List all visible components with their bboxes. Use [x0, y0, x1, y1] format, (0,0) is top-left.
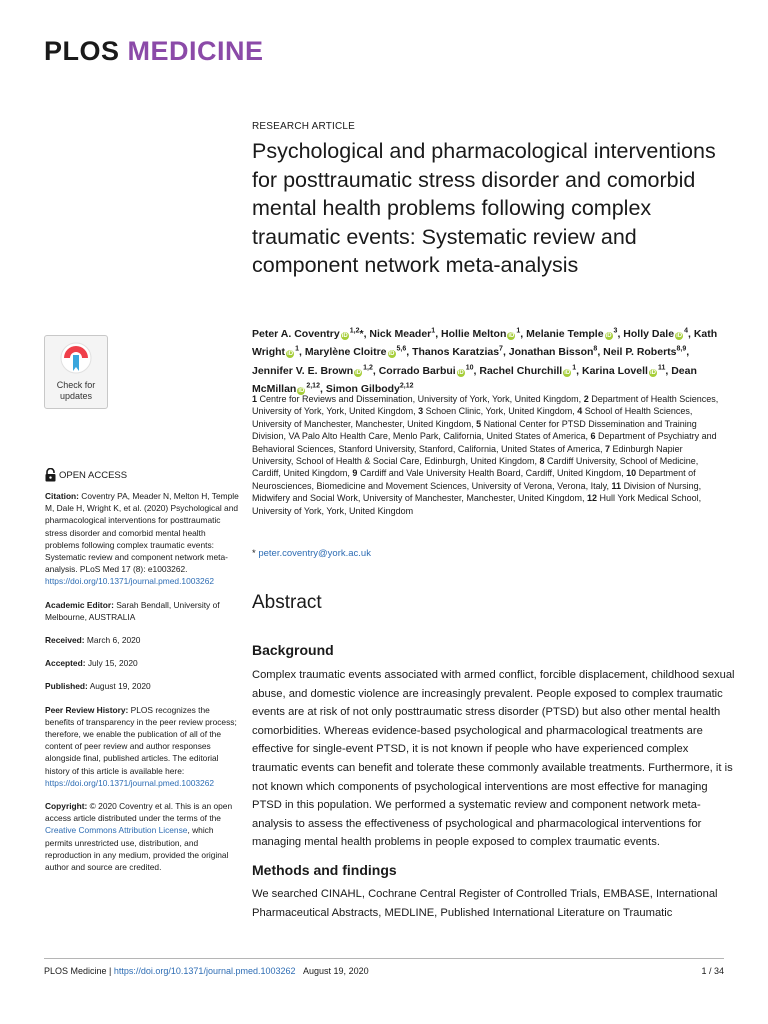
author: Dean McMillan iD$^{2,12}$, [252, 364, 697, 395]
affiliation-number: 11 [611, 480, 622, 491]
accepted-label: Accepted: [45, 658, 86, 669]
page-number: 1 / 34 [701, 966, 724, 976]
affiliation-text: School of Health Sciences, University of Manchester, Manchester, United Kingdom, [252, 406, 693, 429]
badge-line-1: Check for [56, 380, 96, 390]
footer-separator: | [106, 966, 114, 976]
footer-date: August 19, 2020 [303, 966, 369, 976]
orcid-icon[interactable]: iD [287, 351, 294, 357]
orcid-icon[interactable]: iD [605, 332, 612, 339]
accepted-date [45, 657, 241, 669]
affiliation-number: 7 [605, 443, 611, 454]
article-title: Psychological and pharmacological interventions for posttraumatic stress disorder and comorbid mental health problems following complex traumatic events: Systematic review and component network meta-analysis [252, 139, 716, 277]
author: Peter A. Coventry iD$^{1,2}$*, [252, 327, 370, 340]
orcid-icon[interactable]: iD [564, 369, 571, 376]
copyright-text: © 2020 Coventry et al. This is an open access article distributed under the terms of the [45, 801, 233, 824]
author-affiliation-number: 8 [593, 345, 598, 353]
author-affiliation-number: 2,12 [399, 382, 414, 390]
citation-doi-link[interactable]: https://doi.org/10.1371/journal.pmed.1003262 [45, 576, 215, 587]
affiliation-number: 10 [626, 468, 637, 479]
author: Corrado Barbui $iD^{10}$, [378, 364, 480, 377]
orcid-icon[interactable]: iD [388, 351, 395, 357]
background-text: Complex traumatic events associated with armed conflict, forcible displacement, childhood sexual abuse, and domestic violence are increasingly prevalent. People exposed to complex traumatic events are at risk of not only posttraumatic stress disorder (PTSD) but also other mental health comorbidities. Whereas evidence-based psychological and pharmacological treatments are effective for single-event PTSD, it is not known if people who have experienced complex traumatic events can benefit and tolerate these commonly available treatments. Furthermore, it is not known which components of psychological interventions are most effective for managing PTSD in this population. We performed a systematic review and component network meta-analysis to assess the effectiveness of psychological and pharmacological interventions for managing mental health problems in people exposed to complex traumatic events. [252, 669, 735, 849]
author: Hollie Melton $iD^1$, [441, 327, 527, 340]
peer-text: PLOS recognizes the benefits of transparency in the peer review process; therefore, we enable the publication of all of the content of peer review and author responses alongside final, published articles. The editorial history of this article is available here: [45, 704, 237, 776]
author: Holly Dale $iD^4$, [623, 327, 694, 340]
author: Rachel Churchill $iD^1$, [479, 364, 582, 377]
affiliations [252, 393, 724, 517]
orcid-icon[interactable]: iD [298, 388, 305, 394]
corresponding-star: * [252, 548, 256, 559]
author-name: Corrado Barbui [378, 364, 456, 377]
methods-text: We searched CINAHL, Cochrane Central Register of Controlled Trials, EMBASE, International Pharmaceutical Abstracts, MEDLINE, Published International Literature on Traumatic [252, 888, 718, 919]
affiliation-number: 6 [590, 431, 596, 442]
author-affiliation-number: 7 [499, 345, 503, 353]
affiliation-text: Centre for Reviews and Dissemination, University of York, York, United Kingdom, [259, 394, 582, 404]
page-footer [44, 966, 369, 976]
footer-doi-link[interactable]: https://doi.org/10.1371/journal.pmed.1003262 [113, 966, 296, 976]
copyright [45, 800, 241, 873]
citation-text: Coventry PA, Meader N, Melton H, Temple M, Dale H, Wright K, et al. (2020) Psychological and pharmacological interventions for posttraumatic stress disorder and comorbid mental health problems following complex traumatic events: Systematic review and component network meta-analysis. PLoS Med 17 (8): e1003262. [45, 491, 239, 575]
published-text: August 19, 2020 [89, 681, 151, 692]
methods-heading: Methods and findings [252, 862, 397, 878]
published-date [45, 680, 241, 692]
author: Karina Lovell $iD^{11}$, [581, 364, 672, 377]
affiliation-text: National Center for PTSD Dissemination and Training Division, VA Palo Alto Health Care, Menlo Park, California, United States of America, [252, 418, 697, 442]
affiliation-number: 4 [577, 406, 583, 417]
author-affiliation-number: 1,2 [349, 327, 360, 334]
affiliation-number: 9 [352, 468, 358, 479]
orcid-icon[interactable]: iD [355, 369, 362, 376]
author-name: Rachel Churchill [479, 364, 563, 377]
affiliation-text: Division of Nursing, Midwifery and Social Work, University of Manchester, Manchester, United Kingdom, [252, 480, 702, 504]
affiliation-number: 2 [583, 394, 589, 404]
journal-logo-medicine: MEDICINE [127, 36, 264, 66]
open-access [45, 468, 127, 482]
abstract-heading: Abstract [252, 592, 322, 613]
affiliation-text: Department of Neurosciences, Biomedicine and Movement Sciences, University of Verona, Verona, Italy, [252, 468, 696, 491]
author: Nick Meader$^1$, [369, 327, 442, 340]
academic-editor [45, 599, 241, 623]
orcid-icon[interactable]: iD [508, 332, 515, 339]
copyright-label: Copyright: [45, 801, 88, 812]
author-name: Karina Lovell [581, 364, 648, 377]
author: Jennifer V. E. Brown iD$^{1,2}$, [252, 364, 379, 377]
received-text: March 6, 2020 [86, 635, 141, 646]
author-name: Peter A. Coventry [252, 327, 340, 340]
received-date [45, 634, 241, 646]
author-name: Melanie Temple [526, 327, 604, 340]
peer-review-history [45, 704, 241, 789]
footer-journal: PLOS Medicine [44, 966, 107, 976]
author-name: Jennifer V. E. Brown [252, 364, 354, 377]
author-affiliation-number: 1 [516, 327, 521, 334]
editor-label: Academic Editor: [45, 599, 114, 610]
affiliation-text: Schoen Clinic, York, United Kingdom, [425, 406, 575, 417]
author-affiliation-number: 5,6 [396, 345, 407, 353]
citation [45, 490, 241, 588]
accepted-text: July 15, 2020 [87, 658, 138, 669]
affiliation-number: 1 [252, 394, 258, 404]
peer-review-link[interactable]: https://doi.org/10.1371/journal.pmed.1003262 [45, 777, 215, 788]
author-name: Hollie Melton [441, 327, 507, 340]
author-name: Neil P. Roberts [603, 346, 677, 358]
author: Jonathan Bisson$^8$, [508, 345, 604, 358]
background-heading: Background [252, 642, 334, 658]
copyright-text-end: , which permits unrestricted use, distribution, and reproduction in any medium, provided the original author and source are credited. [45, 825, 229, 873]
affiliation-text: Cardiff and Vale University Health Board, Cardiff, United Kingdom, [359, 468, 624, 479]
author-affiliation-number: 1 [431, 327, 436, 334]
author: Marylène Cloitre iD$^{5,6}$, [304, 345, 413, 358]
affiliation-number: 12 [587, 493, 598, 504]
author-name: Nick Meader [369, 327, 432, 340]
author-name: Thanos Karatzias [412, 346, 500, 358]
corresponding-author-star: * [359, 327, 364, 340]
editor-text: Sarah Bendall, University of Melbourne, AUSTRALIA [45, 599, 220, 622]
author-affiliation-number: 3 [613, 327, 618, 334]
open-lock-icon [45, 468, 56, 482]
crossmark-icon [59, 341, 93, 375]
affiliation-text: Department of Psychiatry and Behavioral Sciences, Stanford University, Stanford, California, United States of America, [252, 431, 717, 454]
article-type: RESEARCH ARTICLE [252, 121, 356, 132]
affiliation-number: 8 [539, 456, 545, 467]
orcid-icon[interactable]: iD [676, 332, 683, 339]
article-metadata-sidebar [45, 490, 241, 884]
corresponding-email[interactable] [252, 548, 371, 559]
footer-divider [44, 958, 724, 959]
affiliation-text: Department of Health Sciences, University of York, York, United Kingdom, [252, 394, 719, 417]
affiliation-number: 3 [418, 406, 424, 417]
open-access-label: OPEN ACCESS [59, 469, 128, 481]
affiliation-number: 5 [476, 418, 482, 429]
journal-logo-plos: PLOS [44, 36, 120, 66]
author-affiliation-number: 8,9 [676, 345, 687, 353]
badge-line-2: updates [59, 391, 93, 401]
journal-logo [44, 36, 264, 67]
affiliation-text: Cardiff University, School of Medicine, Cardiff, United Kingdom, [252, 456, 699, 479]
received-label: Received: [45, 635, 85, 646]
peer-label: Peer Review History: [45, 704, 129, 715]
published-label: Published: [45, 681, 88, 692]
citation-label: Citation: [45, 491, 79, 501]
author-name: Jonathan Bisson [508, 346, 594, 358]
author-name: Holly Dale [623, 327, 675, 340]
author-name: Simon Gilbody [325, 383, 400, 395]
corresponding-email-link[interactable]: peter.coventry@york.ac.uk [258, 548, 371, 559]
author: Melanie Temple $iD^3$, [526, 327, 624, 340]
author-list [252, 323, 732, 397]
author-name: Marylène Cloitre [304, 346, 387, 358]
orcid-icon[interactable]: iD [457, 369, 464, 376]
affiliation-text: Edinburgh Napier University, School of Health & Social Care, Edinburgh, United Kingdom, [252, 443, 683, 467]
orcid-icon[interactable]: iD [649, 369, 656, 376]
check-for-updates-badge[interactable] [44, 335, 108, 409]
author-affiliation-number: 11 [657, 364, 666, 371]
author-name: Dean McMillan [252, 364, 697, 395]
author: Neil P. Roberts$^{8,9}$, [603, 345, 690, 358]
author-affiliation-number: 4 [684, 327, 688, 334]
license-link[interactable]: Creative Commons Attribution License [45, 825, 188, 836]
author-affiliation-number: 2,12 [306, 382, 320, 390]
orcid-icon[interactable]: iD [341, 332, 348, 339]
author-affiliation-number: 1 [295, 345, 299, 353]
author-name: Kath Wright [252, 327, 718, 358]
affiliation-text: Hull York Medical School, University of York, York, United Kingdom [252, 493, 702, 516]
author-affiliation-number: 1 [572, 364, 577, 371]
author: Kath Wright $iD^1$, [252, 327, 718, 358]
author-affiliation-number: 1,2 [363, 364, 373, 371]
author: Thanos Karatzias$^7$, [412, 345, 509, 358]
author-affiliation-number: 10 [465, 364, 474, 371]
